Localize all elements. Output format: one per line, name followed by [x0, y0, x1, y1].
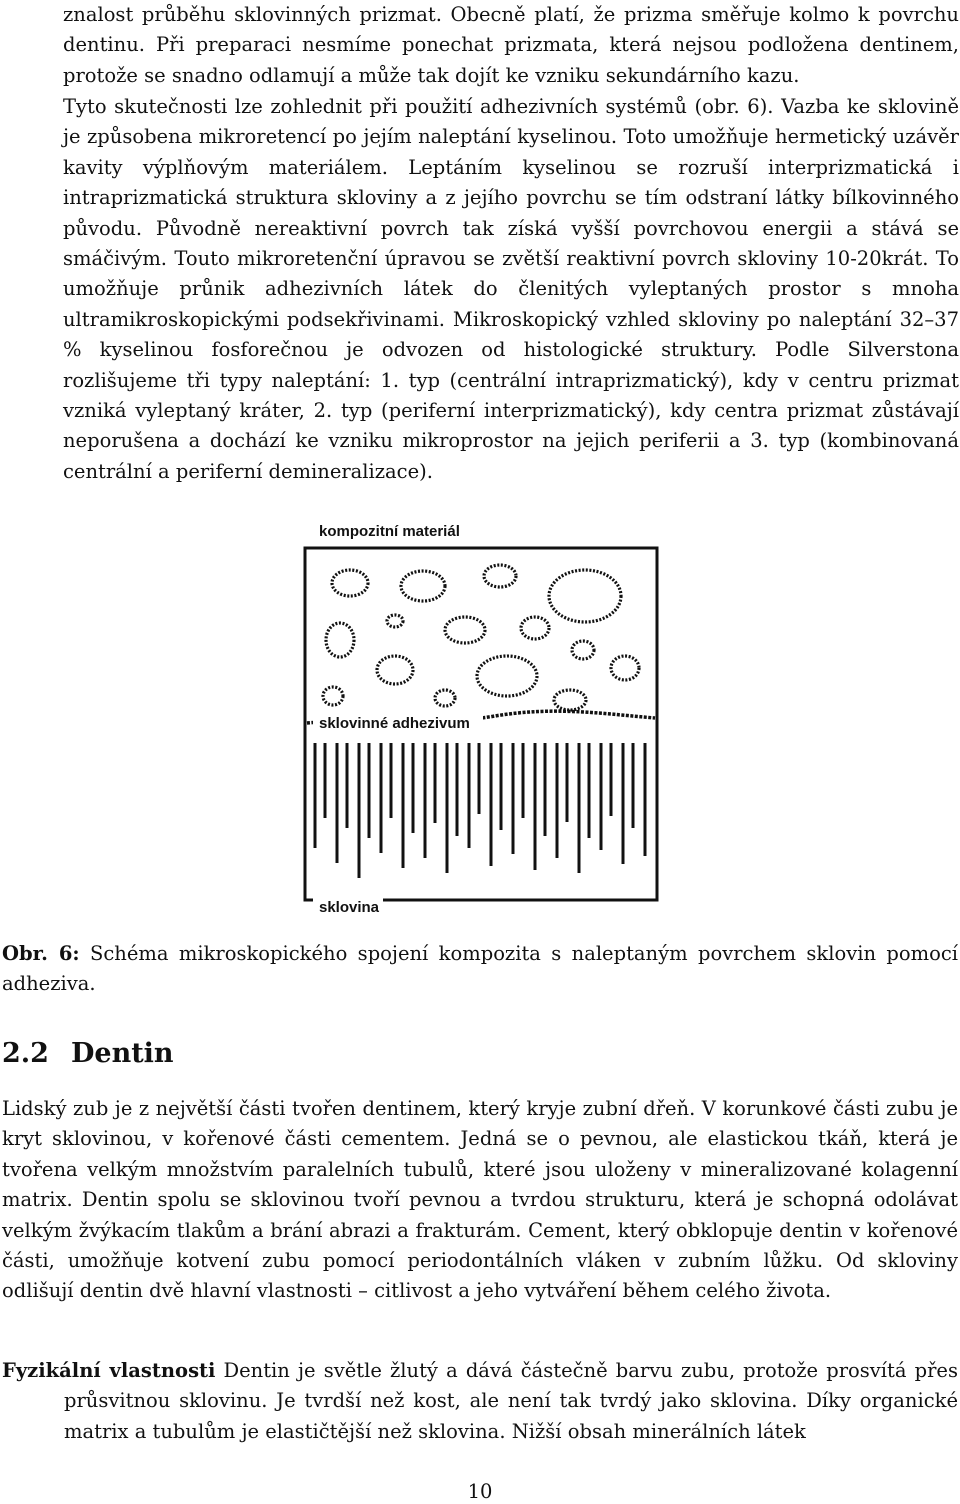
paragraph-lead-term: Fyzikální vlastnosti: [2, 1359, 216, 1382]
section-title: Dentin: [70, 1038, 174, 1069]
enamel-tags: [315, 743, 645, 878]
figure-composite-enamel-bond: [285, 518, 670, 923]
paragraph-body: Dentin je světle žlutý a dává částečně barvu zubu, protože prosvítá přes průsvitnou sklovinu. Je tvrdší než kost, ale není tak tvrdý jako sklovina. Díky organické matrix a tubulům je elastičtější než sklovina. Nižší obsah minerálních látek: [64, 1359, 958, 1443]
caption-text: Schéma mikroskopického spojení kompozita s naleptaným povrchem sklovin pomocí adheziva.: [2, 942, 958, 995]
section-number: 2.2: [2, 1038, 49, 1069]
label-enamel: sklovina: [319, 899, 380, 916]
label-enamel-adhesive: sklovinné adhezivum: [319, 715, 470, 732]
paragraph-adhesive-systems: Tyto skutečnosti lze zohlednit při použití adhezivních systémů (obr. 6). Vazba ke sklovině je způsobena mikroretencí po jejím naleptání kyselinou. Toto umožňuje hermetický uzávěr kavity výplňovým materiálem. Leptáním kyselinou se rozruší interprizmatická i intraprizmatická struktura skloviny a z jejího povrchu se tím odstraní látky bílkovinného původu. Původně nereaktivní povrch tak získá vyšší povrchovou energii a stává se smáčivým. Touto mikroretenční úpravou se zvětší reaktivní povrch skloviny 10-20krát. To umožňuje průnik adhezivních látek do členitých vyleptaných prostor s mnoha ultramikroskopickými podsekřivinami. Mikroskopický vzhled skloviny po naleptání 32–37 % kyselinou fosforečnou je odvozen od histologické struktury. Podle Silverstona rozlišujeme tři typy naleptání: 1. typ (centrální intraprizmatický), kdy v centru prizmat vzniká vyleptaný kráter, 2. typ (periferní interprizmatický), kdy centra prizmat zůstávají neporušena a dochází ke vzniku mikroprostor na jejich periferii a 3. typ (kombinovaná centrální a periferní demineralizace).: [63, 95, 959, 483]
filler-particles: [323, 565, 639, 710]
paragraph-enamel-prisms: znalost průběhu sklovinných prizmat. Obecně platí, že prizma směřuje kolmo k povrchu dentinu. Při preparaci nesmíme ponechat prizmata, která nejsou podložena dentinem, protože se snadno odlamují a může tak dojít ke vzniku sekundárního kazu.: [63, 3, 959, 87]
page-number: 10: [467, 1480, 493, 1503]
section-heading: [2, 1038, 174, 1069]
caption-label: Obr. 6:: [2, 942, 80, 965]
figure-caption: [2, 939, 958, 999]
paragraph-physical-properties: [2, 1356, 958, 1447]
paragraph-dentin-intro: Lidský zub je z největší části tvořen dentinem, který kryje zubní dřeň. V korunkové části zubu je kryt sklovinou, v kořenové části cementem. Jedná se o pevnou, ale elastickou tkáň, která je tvořena velkým množstvím paralelních tubulů, které jsou uloženy v mineralizované kolagenní matrix. Dentin spolu se sklovinou tvoří pevnou a tvrdou strukturu, která je schopná odolávat velkým žvýkacím tlakům a brání abrazi a frakturám. Cement, který obklopuje dentin v kořenové části, umožňuje kotvení zubu pomocí periodontálních vláken v zubním lůžku. Od skloviny odlišují dentin dvě hlavní vlastnosti – citlivost a jeho vytváření během celého života.: [2, 1097, 958, 1303]
label-composite-material: kompozitní materiál: [319, 523, 460, 540]
